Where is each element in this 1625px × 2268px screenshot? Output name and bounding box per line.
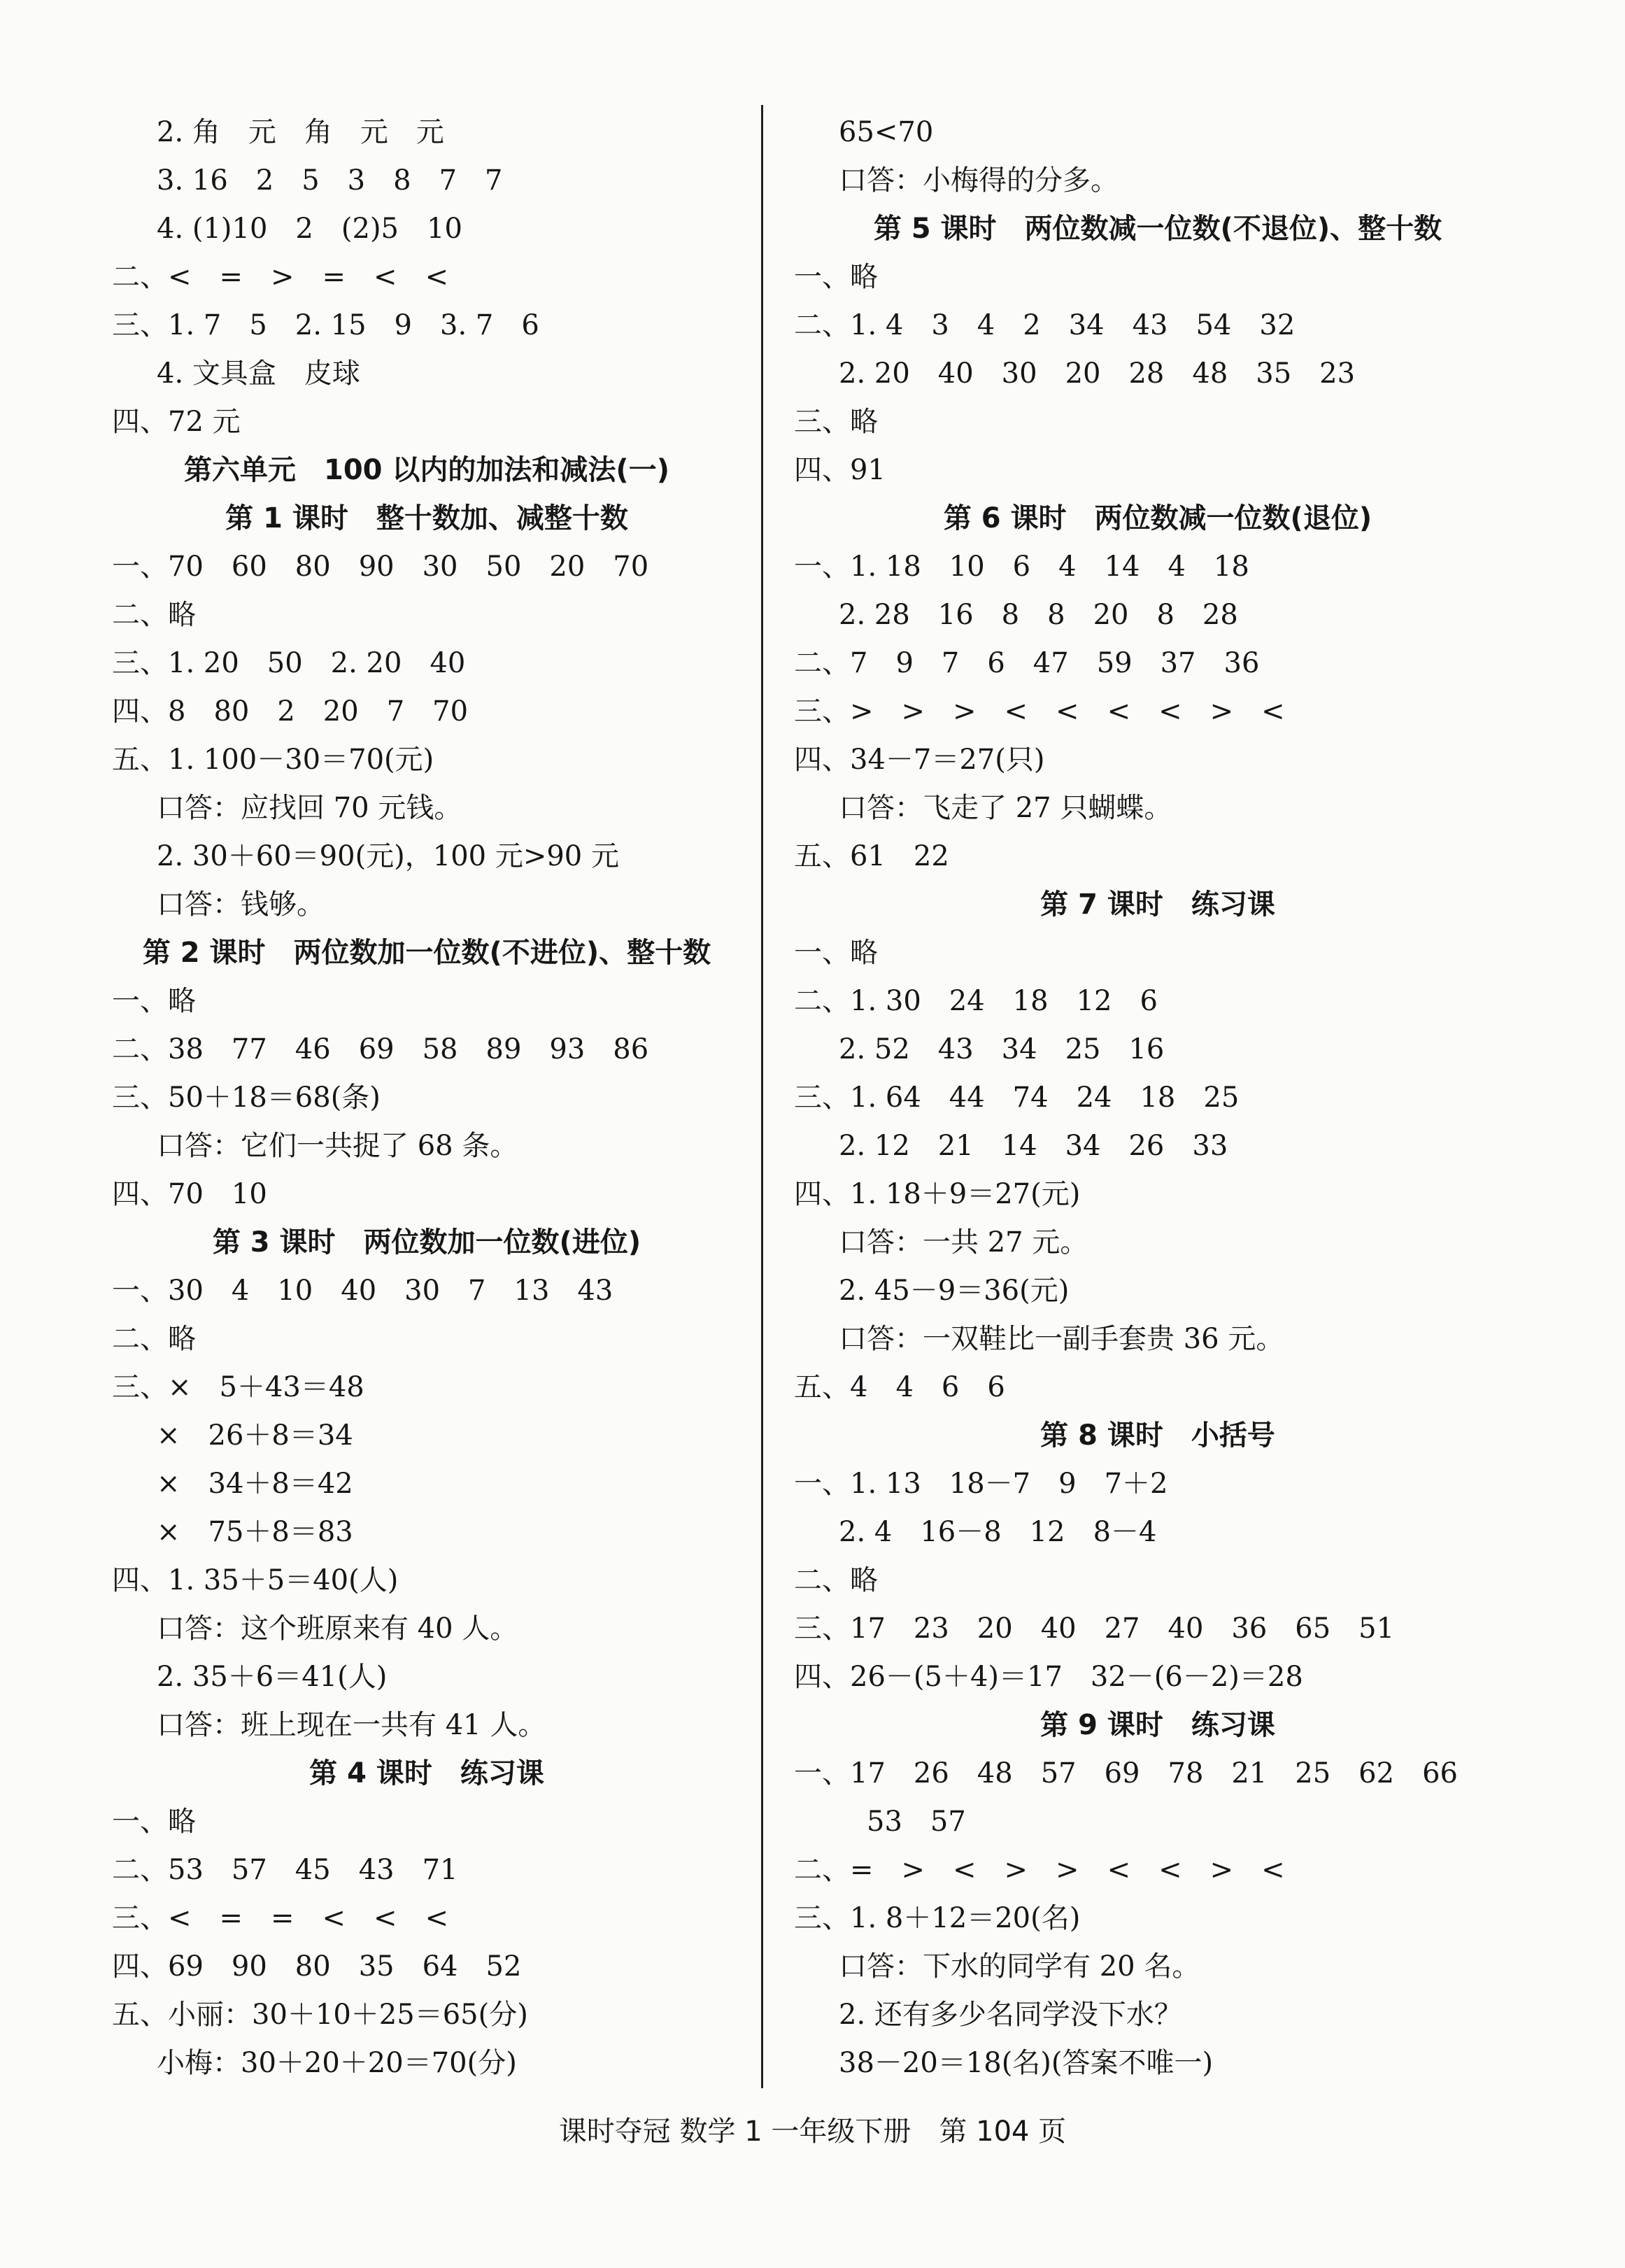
section-heading: 第 2 课时 两位数加一位数(不进位)、整十数 bbox=[142, 937, 711, 969]
answer-line: 2. 12 21 14 34 26 33 bbox=[839, 1130, 1228, 1162]
answer-line: × 26＋8＝34 bbox=[157, 1419, 353, 1452]
answer-line: 二、1. 4 3 4 2 34 43 54 32 bbox=[794, 309, 1296, 341]
answer-line: 三、1. 64 44 74 24 18 25 bbox=[794, 1082, 1240, 1114]
answer-line: 三、1. 8＋12＝20(名) bbox=[794, 1902, 1081, 1934]
answer-line: 五、1. 100－30＝70(元) bbox=[112, 744, 434, 776]
answer-line: 四、1. 35＋5＝40(人) bbox=[112, 1564, 399, 1596]
answer-line: 53 57 bbox=[867, 1806, 966, 1838]
answer-line: 三、> > > < < < < > < bbox=[794, 695, 1285, 728]
answer-line: 小梅：30＋20＋20＝70(分) bbox=[157, 2047, 517, 2079]
answer-line: 三、1. 20 50 2. 20 40 bbox=[112, 647, 466, 679]
answer-line: × 75＋8＝83 bbox=[157, 1516, 353, 1548]
answer-line: 2. 45－9＝36(元) bbox=[839, 1275, 1070, 1307]
answer-line: 三、< = = < < < bbox=[112, 1902, 449, 1934]
answer-line: 4. (1)10 2 (2)5 10 bbox=[157, 213, 462, 245]
section-heading: 第 8 课时 小括号 bbox=[1040, 1419, 1275, 1452]
answer-line: 四、26－(5＋4)＝17 32－(6－2)＝28 bbox=[794, 1661, 1303, 1693]
answer-line: 五、小丽：30＋10＋25＝65(分) bbox=[112, 1999, 528, 2031]
section-heading: 第 6 课时 两位数减一位数(退位) bbox=[943, 502, 1372, 534]
answer-line: 2. 还有多少名同学没下水？ bbox=[839, 1999, 1182, 2031]
answer-line: 2. 52 43 34 25 16 bbox=[839, 1033, 1165, 1065]
answer-line: 口答：钱够。 bbox=[157, 888, 325, 921]
answer-line: 二、7 9 7 6 47 59 37 36 bbox=[794, 647, 1260, 679]
answer-line: 2. 28 16 8 8 20 8 28 bbox=[839, 599, 1238, 631]
section-heading: 第 1 课时 整十数加、减整十数 bbox=[225, 502, 628, 534]
answer-line: 二、略 bbox=[112, 1323, 196, 1355]
answer-line: 口答：飞走了 27 只蝴蝶。 bbox=[839, 792, 1172, 824]
left-column bbox=[112, 108, 741, 2088]
section-heading: 第 7 课时 练习课 bbox=[1040, 888, 1275, 921]
answer-line: 口答：一双鞋比一副手套贵 36 元。 bbox=[839, 1323, 1284, 1355]
answer-line: 二、1. 30 24 18 12 6 bbox=[794, 985, 1158, 1017]
section-heading: 第 3 课时 两位数加一位数(进位) bbox=[212, 1226, 641, 1259]
answer-line: 一、17 26 48 57 69 78 21 25 62 66 bbox=[794, 1757, 1458, 1789]
answer-line: 一、略 bbox=[794, 261, 878, 293]
answer-line: 二、略 bbox=[112, 599, 196, 631]
answer-line: 一、70 60 80 90 30 50 20 70 bbox=[112, 551, 649, 583]
answer-line: 口答：班上现在一共有 41 人。 bbox=[157, 1709, 546, 1741]
answer-line: 2. 4 16－8 12 8－4 bbox=[839, 1516, 1157, 1548]
answer-line: 四、69 90 80 35 64 52 bbox=[112, 1950, 522, 1983]
answer-line: 口答：一共 27 元。 bbox=[839, 1226, 1088, 1259]
answer-line: 65<70 bbox=[839, 116, 934, 148]
section-heading: 第 5 课时 两位数减一位数(不退位)、整十数 bbox=[873, 213, 1442, 245]
answer-line: 口答：这个班原来有 40 人。 bbox=[157, 1613, 518, 1645]
section-heading: 第六单元 100 以内的加法和减法(一) bbox=[184, 454, 669, 486]
answer-line: 三、略 bbox=[794, 406, 878, 438]
answer-line: 五、61 22 bbox=[794, 840, 949, 872]
answer-line: 口答：小梅得的分多。 bbox=[839, 164, 1119, 197]
answer-line: 三、1. 7 5 2. 15 9 3. 7 6 bbox=[112, 309, 539, 341]
answer-line: 2. 20 40 30 20 28 48 35 23 bbox=[839, 357, 1356, 390]
answer-line: 口答：它们一共捉了 68 条。 bbox=[157, 1130, 518, 1162]
answer-line: 2. 角 元 角 元 元 bbox=[157, 116, 444, 148]
answer-line: 一、略 bbox=[112, 985, 196, 1017]
answer-line: 一、1. 13 18－7 9 7＋2 bbox=[794, 1468, 1168, 1500]
right-column bbox=[794, 108, 1521, 2088]
section-heading: 第 9 课时 练习课 bbox=[1040, 1709, 1275, 1741]
column-divider bbox=[761, 105, 763, 2088]
answer-line: 二、= > < > > < < > < bbox=[794, 1854, 1285, 1886]
answer-line: 四、34－7＝27(只) bbox=[794, 744, 1045, 776]
answer-line: 四、8 80 2 20 7 70 bbox=[112, 695, 469, 728]
answer-line: 四、70 10 bbox=[112, 1178, 267, 1210]
answer-line: 口答：应找回 70 元钱。 bbox=[157, 792, 462, 824]
answer-line: 四、72 元 bbox=[112, 406, 241, 438]
answer-line: 一、30 4 10 40 30 7 13 43 bbox=[112, 1275, 613, 1307]
page-footer: 课时夺冠 数学 1 一年级下册 第 104 页 bbox=[558, 2115, 1067, 2148]
answer-line: 2. 30＋60＝90(元)，100 元>90 元 bbox=[157, 840, 619, 872]
answer-line: 一、1. 18 10 6 4 14 4 18 bbox=[794, 551, 1249, 583]
answer-line: 二、< = > = < < bbox=[112, 261, 449, 293]
answer-line: 三、50＋18＝68(条) bbox=[112, 1082, 381, 1114]
answer-line: 三、17 23 20 40 27 40 36 65 51 bbox=[794, 1613, 1395, 1645]
answer-line: 3. 16 2 5 3 8 7 7 bbox=[157, 164, 503, 197]
answer-line: 四、1. 18＋9＝27(元) bbox=[794, 1178, 1081, 1210]
answer-line: 2. 35＋6＝41(人) bbox=[157, 1661, 388, 1693]
answer-line: 二、38 77 46 69 58 89 93 86 bbox=[112, 1033, 649, 1065]
answer-line: × 34＋8＝42 bbox=[157, 1468, 353, 1500]
answer-line: 三、× 5＋43＝48 bbox=[112, 1371, 364, 1403]
answer-line: 一、略 bbox=[112, 1806, 196, 1838]
answer-line: 四、91 bbox=[794, 454, 886, 486]
answer-line: 38－20＝18(名)(答案不唯一) bbox=[839, 2047, 1214, 2079]
answer-line: 4. 文具盒 皮球 bbox=[157, 357, 360, 390]
answer-line: 口答：下水的同学有 20 名。 bbox=[839, 1950, 1200, 1983]
answer-line: 五、4 4 6 6 bbox=[794, 1371, 1005, 1403]
answer-line: 二、53 57 45 43 71 bbox=[112, 1854, 458, 1886]
answer-line: 二、略 bbox=[794, 1564, 878, 1596]
answer-line: 一、略 bbox=[794, 937, 878, 969]
section-heading: 第 4 课时 练习课 bbox=[309, 1757, 544, 1789]
